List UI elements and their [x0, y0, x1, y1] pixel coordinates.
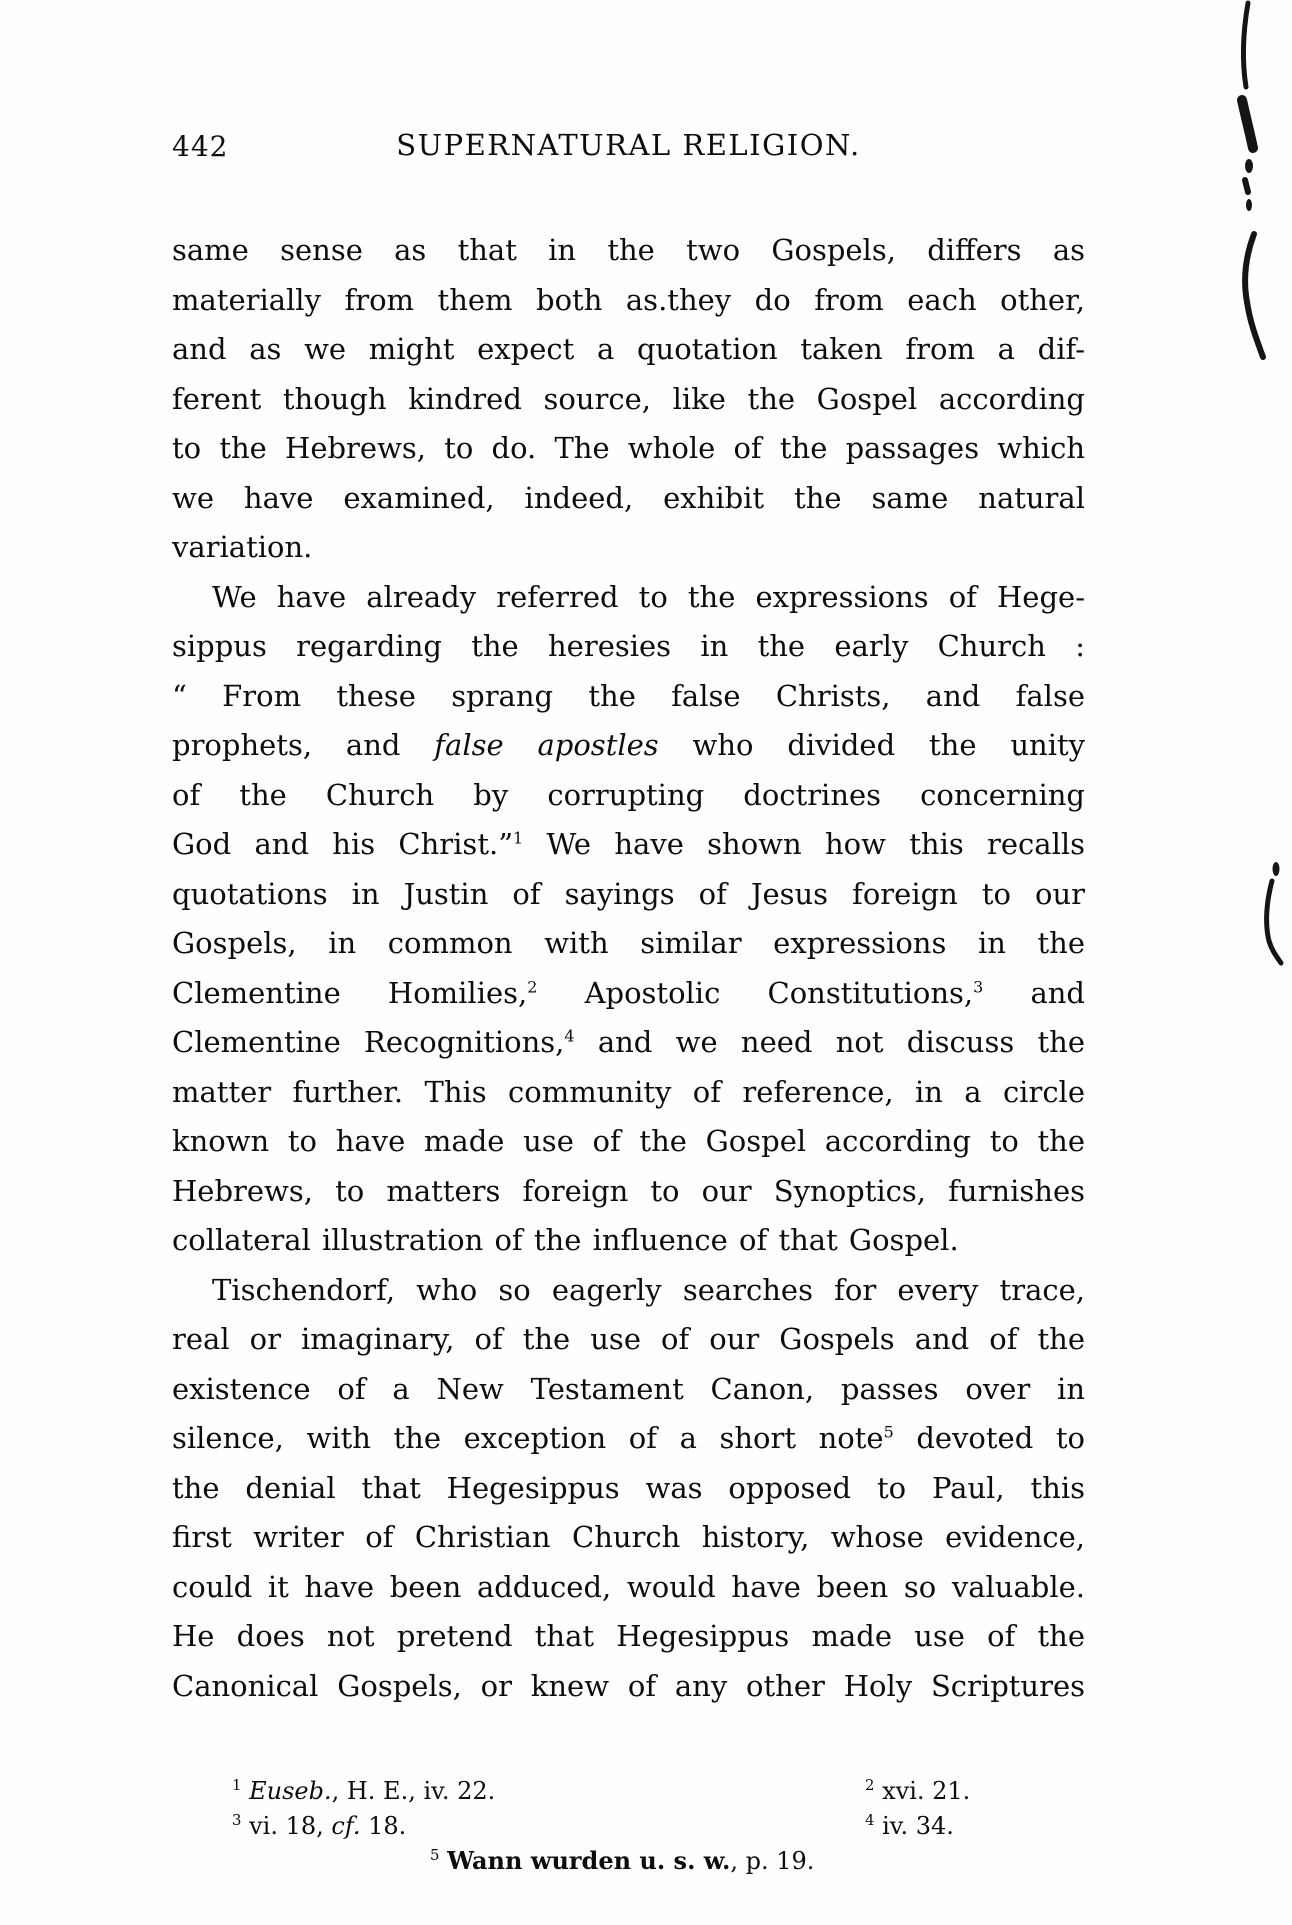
page-number: 442 — [172, 130, 229, 163]
footnote-marker: 4 — [865, 1811, 875, 1829]
text-line — [172, 573, 1085, 623]
ink-vertical-stroke-icon — [1244, 3, 1248, 87]
text-line — [172, 375, 1085, 425]
ink-thick-stroke-icon — [1242, 100, 1253, 148]
text-run: ferent though kindred source, like the Gospel according — [172, 381, 1085, 416]
text-line — [172, 1315, 1085, 1365]
text-line — [172, 771, 1085, 821]
text-line — [172, 622, 1085, 672]
text-run: “ From these sprang the false Christs, and false — [172, 678, 1085, 713]
text-line — [172, 1266, 1085, 1316]
text-line — [172, 325, 1085, 375]
text-line — [172, 1216, 1085, 1266]
text-run: He does not pretend that Hegesippus made use of the — [172, 1619, 1085, 1653]
text-run: 18. — [360, 1812, 407, 1840]
ink-paren-curve-upper-icon — [1245, 234, 1263, 357]
text-run: collateral illustration of the influence of that Gospel. — [172, 1223, 959, 1257]
footnote-marker: 2 — [527, 976, 538, 996]
text-line — [172, 919, 1085, 969]
text-run: devoted to — [893, 1421, 1085, 1455]
text-line — [172, 721, 1085, 771]
footnote-marker: 3 — [973, 976, 984, 996]
footnote-5 — [430, 1846, 814, 1876]
footnote-marker: 5 — [883, 1422, 894, 1442]
text-line — [172, 1563, 1085, 1613]
text-run: Clementine Homilies, — [172, 975, 528, 1010]
footnote-2 — [865, 1776, 970, 1806]
text-run: vi. 18, — [249, 1812, 332, 1840]
text-run: Euseb. — [249, 1777, 332, 1805]
text-run: variation. — [172, 530, 313, 564]
text-run: sippus regarding the heresies in the early Church : — [172, 629, 1085, 663]
text-run: and we need not discuss the — [574, 1025, 1085, 1059]
text-line — [172, 226, 1085, 276]
text-run: who divided the unity — [658, 728, 1086, 762]
text-run: matter further. This community of reference, in a circle — [172, 1074, 1085, 1109]
footnote-4 — [865, 1811, 954, 1841]
text-run: Apostolic Constitutions, — [537, 975, 974, 1010]
text-run: God and his Christ.” — [172, 827, 514, 861]
text-line — [172, 276, 1085, 326]
footnote-marker: 1 — [232, 1776, 242, 1794]
footnote-marker: 1 — [513, 828, 524, 848]
text-line — [172, 1464, 1085, 1514]
footnote-marker: 2 — [865, 1776, 875, 1794]
text-run: and as we might expect a quotation taken from a dif- — [172, 332, 1085, 366]
text-run: Clementine Recognitions, — [172, 1025, 565, 1059]
text-run: and — [983, 975, 1085, 1010]
text-line — [172, 1167, 1085, 1217]
ink-paren-curve-lower-icon — [1267, 881, 1281, 963]
text-run: , p. 19. — [730, 1847, 815, 1875]
text-line — [172, 1414, 1085, 1464]
text-run: we have examined, indeed, exhibit the same natural — [172, 480, 1085, 515]
text-run: real or imaginary, of the use of our Gospels and of the — [172, 1322, 1085, 1356]
text-line — [172, 969, 1085, 1019]
text-run: prophets, and — [172, 728, 435, 762]
text-line — [172, 1068, 1085, 1118]
text-run: first writer of Christian Church history, whose evidence, — [172, 1520, 1085, 1554]
text-run: , H. E., iv. 22. — [331, 1777, 496, 1805]
text-run: We have already referred to the expressions of Hege- — [212, 579, 1085, 614]
text-run: same sense as that in the two Gospels, differs as — [172, 233, 1085, 267]
ink-dot-icon — [1273, 862, 1280, 876]
text-run: Wann wurden u. s. w. — [447, 1846, 731, 1875]
text-run: to the Hebrews, to do. The whole of the passages which — [172, 431, 1085, 465]
footnote-marker: 5 — [430, 1846, 440, 1864]
text-run: iv. 34. — [882, 1812, 954, 1840]
text-run: of the Church by corrupting doctrines concerning — [172, 777, 1085, 812]
text-run: Canonical Gospels, or knew of any other Holy Scriptures — [172, 1668, 1085, 1703]
body-text — [172, 226, 1085, 1711]
text-line — [172, 523, 1085, 573]
text-run: could it have been adduced, would have been so valuable. — [172, 1569, 1085, 1604]
text-run: silence, with the exception of a short note — [172, 1421, 884, 1455]
text-run: Tischendorf, who so eagerly searches for every trace, — [212, 1272, 1085, 1307]
running-title: SUPERNATURAL RELIGION. — [396, 128, 861, 162]
text-line — [172, 820, 1085, 870]
text-line — [172, 1117, 1085, 1167]
text-run: false apostles — [434, 728, 659, 762]
text-line — [172, 1662, 1085, 1712]
text-line — [172, 672, 1085, 722]
text-run: Hebrews, to matters foreign to our Synoptics, furnishes — [172, 1173, 1085, 1208]
text-line — [172, 474, 1085, 524]
text-line — [172, 1018, 1085, 1068]
text-run: known to have made use of the Gospel according to the — [172, 1124, 1085, 1158]
text-line — [172, 1513, 1085, 1563]
text-run: We have shown how this recalls — [523, 827, 1086, 861]
footnote-3 — [232, 1811, 406, 1841]
ink-dot-icon — [1246, 199, 1252, 211]
text-run: cf. — [331, 1812, 361, 1840]
text-run: xvi. 21. — [882, 1777, 971, 1805]
text-run: quotations in Justin of sayings of Jesus foreign to our — [172, 876, 1085, 911]
text-line — [172, 870, 1085, 920]
text-run: Gospels, in common with similar expressions in the — [172, 926, 1085, 960]
text-line — [172, 1365, 1085, 1415]
text-line — [172, 1612, 1085, 1662]
footnote-1 — [232, 1776, 495, 1806]
footnote-marker: 4 — [564, 1026, 575, 1046]
footnote-marker: 3 — [232, 1811, 242, 1829]
ink-dot-icon — [1245, 159, 1253, 173]
text-line — [172, 424, 1085, 474]
text-run: materially from them both as.they do from each other, — [172, 282, 1085, 317]
text-run: existence of a New Testament Canon, passes over in — [172, 1371, 1085, 1406]
text-run: the denial that Hegesippus was opposed to Paul, this — [172, 1470, 1085, 1505]
ink-dash-icon — [1245, 180, 1248, 192]
